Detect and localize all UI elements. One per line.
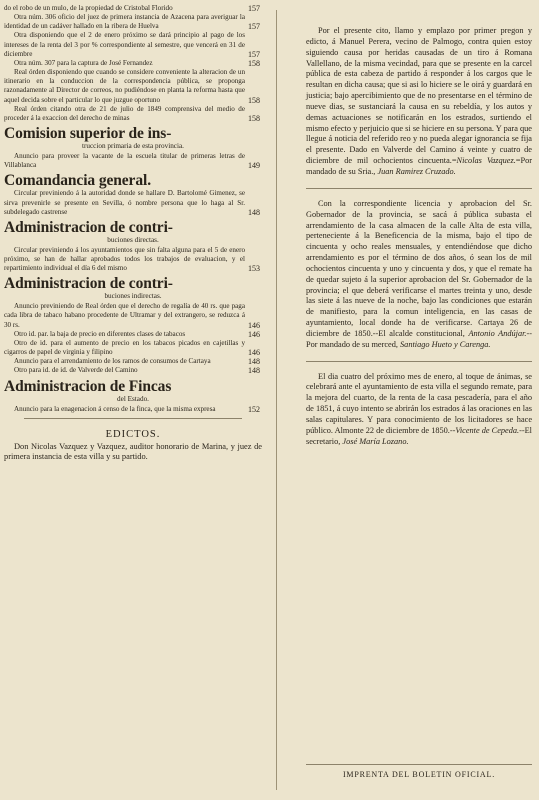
edicts-column <box>306 26 532 448</box>
section-title: Administracion de Fincas <box>4 377 172 395</box>
index-list <box>4 4 262 123</box>
page-number: 158 <box>248 113 260 123</box>
index-entry: Otra núm. 306 oficio del juez de primera instancia de Azacena para averiguar la identidad de un cadáver hallado en la ribera de Huelva 157 <box>4 13 260 32</box>
page-number: 149 <box>248 161 260 171</box>
signature: Vicente de Cepeda. <box>455 425 520 435</box>
page-number: 153 <box>248 264 260 274</box>
index-entry: Otra disponiendo que el 2 de enero próximo se dará principio al pago de los intereses de la renta del 3 por % correspondiente al semestre, que vencerá en 31 de diciembre 157 <box>4 31 260 59</box>
section-subtitle: del Estado. <box>117 394 149 403</box>
page-number: 157 <box>248 4 260 13</box>
edicto-intro: Don Nicolas Vazquez y Vazquez, auditor honorario de Marina, y juez de primera instancia de esta villa y su partido. <box>4 441 262 462</box>
signature: José María Lozano. <box>342 436 409 446</box>
section-title: Administracion de contri- <box>4 218 173 236</box>
column-rule <box>276 10 277 790</box>
signature: Juan Ramirez Cruzado. <box>377 166 456 176</box>
section-contribuciones-directas <box>4 219 262 273</box>
section-subtitle: buciones directas. <box>107 235 159 244</box>
section-title: Comandancia general. <box>4 172 151 190</box>
page-number: 148 <box>248 207 260 217</box>
index-entry: Anuncio para proveer la vacante de la escuela titular de primeras letras de Villablanca 149 <box>4 152 260 171</box>
edict-paragraph: El dia cuatro del próximo mes de enero, al toque de ánimas, se celebrará ante el ayuntamiento de esta villa el segundo remate, para la mejora del cuarto, de la renta de la casa pescadería, para el año de 1851, á cuyo intento se abrirán los estrados á las oraciones en las salas capitulares. Y para conocimiento de los licitadores se hace público. Almonte 22 de diciembre de 1850.--Vicente de Cepeda.--El secretario, José María Lozano. <box>306 371 532 446</box>
section-comandancia <box>4 172 262 216</box>
index-entry: Circular previniendo á la autoridad donde se hallare D. Bartolomé Gimenez, se sirva prevenirle se presente en Sevilla, ó nombre persona que lo haga al Sr. subdelegado castrense 148 <box>4 189 260 217</box>
signature: Antonio Andújar. <box>468 328 527 338</box>
page-number: 157 <box>248 22 260 32</box>
page-number: 146 <box>248 329 260 339</box>
divider <box>306 188 532 189</box>
index-entry: Anuncio para el arrendamiento de los ramos de consumos de Cartaya 148 <box>14 357 260 367</box>
edict-paragraph: Por el presente cito, llamo y emplazo por primer pregon y edicto, á Manuel Perera, vecino de Palmogo, contra quien estoy siguiendo causa por heridas causadas de un tiro á Romana Vallellano, de la misma vecindad, para que se presente en la carcel pública de esta cabeza de partido á responder á los cargos que le resultan en dicha causa; que si asi lo hiciere se le oirá y guardará en justicia; bajo apercibimiento que de no presentarse en el término de nueve dias, se sustanciará la causa en su rebeldía, y los autos y demas actuaciones se notificarán en los estrados, surtiendo el mismo efecto y perjuicio que si se hiciere en su persona. Y para que llegue á noticia del referido reo y no pueda alegar ignorancia se fija el presente. Dado en Valverde del Camino á veinte y cuatro de diciembre de mil ochocientos cincuenta.=Nicolas Vazquez.=Por mandado de su Sria., Juan Ramirez Cruzado. <box>306 26 532 176</box>
page-number: 158 <box>248 58 260 68</box>
signature: Santiago Hueto y Carenga. <box>400 339 491 349</box>
index-entry: Anuncio para la enagenacion á censo de la finca, que la misma expresa 152 <box>14 404 260 414</box>
index-entry: Anuncio previniendo de Real órden que el derecho de regalía de 40 rs. que paga cada libra de tabaco habano procedente de Ultramar y del extrangero, se reduzca á 30 rs. 146 <box>4 302 260 330</box>
index-entry: do el robo de un mulo, de la propiedad de Cristobal Florido 157 <box>4 4 260 13</box>
index-entry: Circular previniendo á los ayuntamientos que sin falta alguna para el 5 de enero próximo, se han de hallar aprobados todos los trabajos de evaluacion, y el repartimiento individual el día 6 del mismo 153 <box>4 245 260 274</box>
edictos-heading: EDICTOS. <box>105 428 161 440</box>
page-number: 148 <box>248 357 260 367</box>
index-entry: Real órden disponiendo que cuando se considere conveniente la alteracion de un itinerario en la conduccion de la correspondencia pública, se proponga razonadamente al Director de correos, no pudiéndose en planta la reforma hasta que aquel decida sobre el particular lo que juzgue oportuno 158 <box>4 68 260 105</box>
page-number: 148 <box>248 366 260 376</box>
edict-paragraph: Con la correspondiente licencia y aprobacion del Sr. Gobernador de la provincia, se sacá á pública subasta el arrendamiento de la casa almacen de la calle Alta de esta villa, perteneciente á la Beneficencia de la misma, bajo el tipo de cincuenta y ocho reales mensuales, y entendiéndose que dicho arrendamiento es por el término de dos años, ó sean los de mil ochocientos cincuenta y uno y cincuenta y dos, y que el remate ha de quedar sujeto á la superior aprobacion del Sr. Gobernador de la provincia; el que deberá verificarse el martes treinta y uno, desde las siete á las nueve de la noche, bajo las condiciones que estarán de manifiesto, para la comun inteligencia, en las casas de ayuntamiento, local donde ha de verificarse. Cartaya 26 de diciembre de 1850.--El alcalde constitucional, Antonio Andújar.--Por mandado de su merced, Santiago Hueto y Carenga. <box>306 198 533 349</box>
section-title: Administracion de contri- <box>4 275 173 293</box>
page-number: 146 <box>248 320 260 330</box>
section-subtitle: truccion primaria de esta provincia. <box>82 142 184 151</box>
index-column <box>4 4 262 463</box>
imprint-footer: IMPRENTA DEL BOLETIN OFICIAL. <box>306 764 532 779</box>
section-fincas <box>4 378 262 414</box>
index-entry: Otro id. par. la baja de precio en diferentes clases de tabacos 146 <box>14 329 260 339</box>
index-entry: Real órden citando otra de 21 de julio de 1849 comprensiva del medio de proceder á la exaccion del derecho de minas 158 <box>4 104 260 123</box>
signature: Nicolas Vazquez. <box>456 156 516 166</box>
index-entry: Otra núm. 307 para la captura de José Fernandez 158 <box>14 58 260 68</box>
section-title: Comision superior de ins- <box>4 125 172 143</box>
page-number: 152 <box>248 404 260 414</box>
divider <box>306 361 532 362</box>
page-number: 158 <box>248 95 260 105</box>
section-contribuciones-indirectas <box>4 275 262 375</box>
divider <box>24 418 242 419</box>
index-entry: Otro de id. para el aumento de precio en los tabacos picados en cajetillas y cigarros de papel de virginia y filipino 146 <box>4 338 260 358</box>
page-number: 146 <box>248 348 260 358</box>
index-entry: Otro para id. de id. de Valverde del Camino 148 <box>14 366 260 376</box>
section-comision <box>4 125 262 170</box>
section-subtitle: buciones indirectas. <box>104 292 162 301</box>
page-number: 157 <box>248 49 260 59</box>
